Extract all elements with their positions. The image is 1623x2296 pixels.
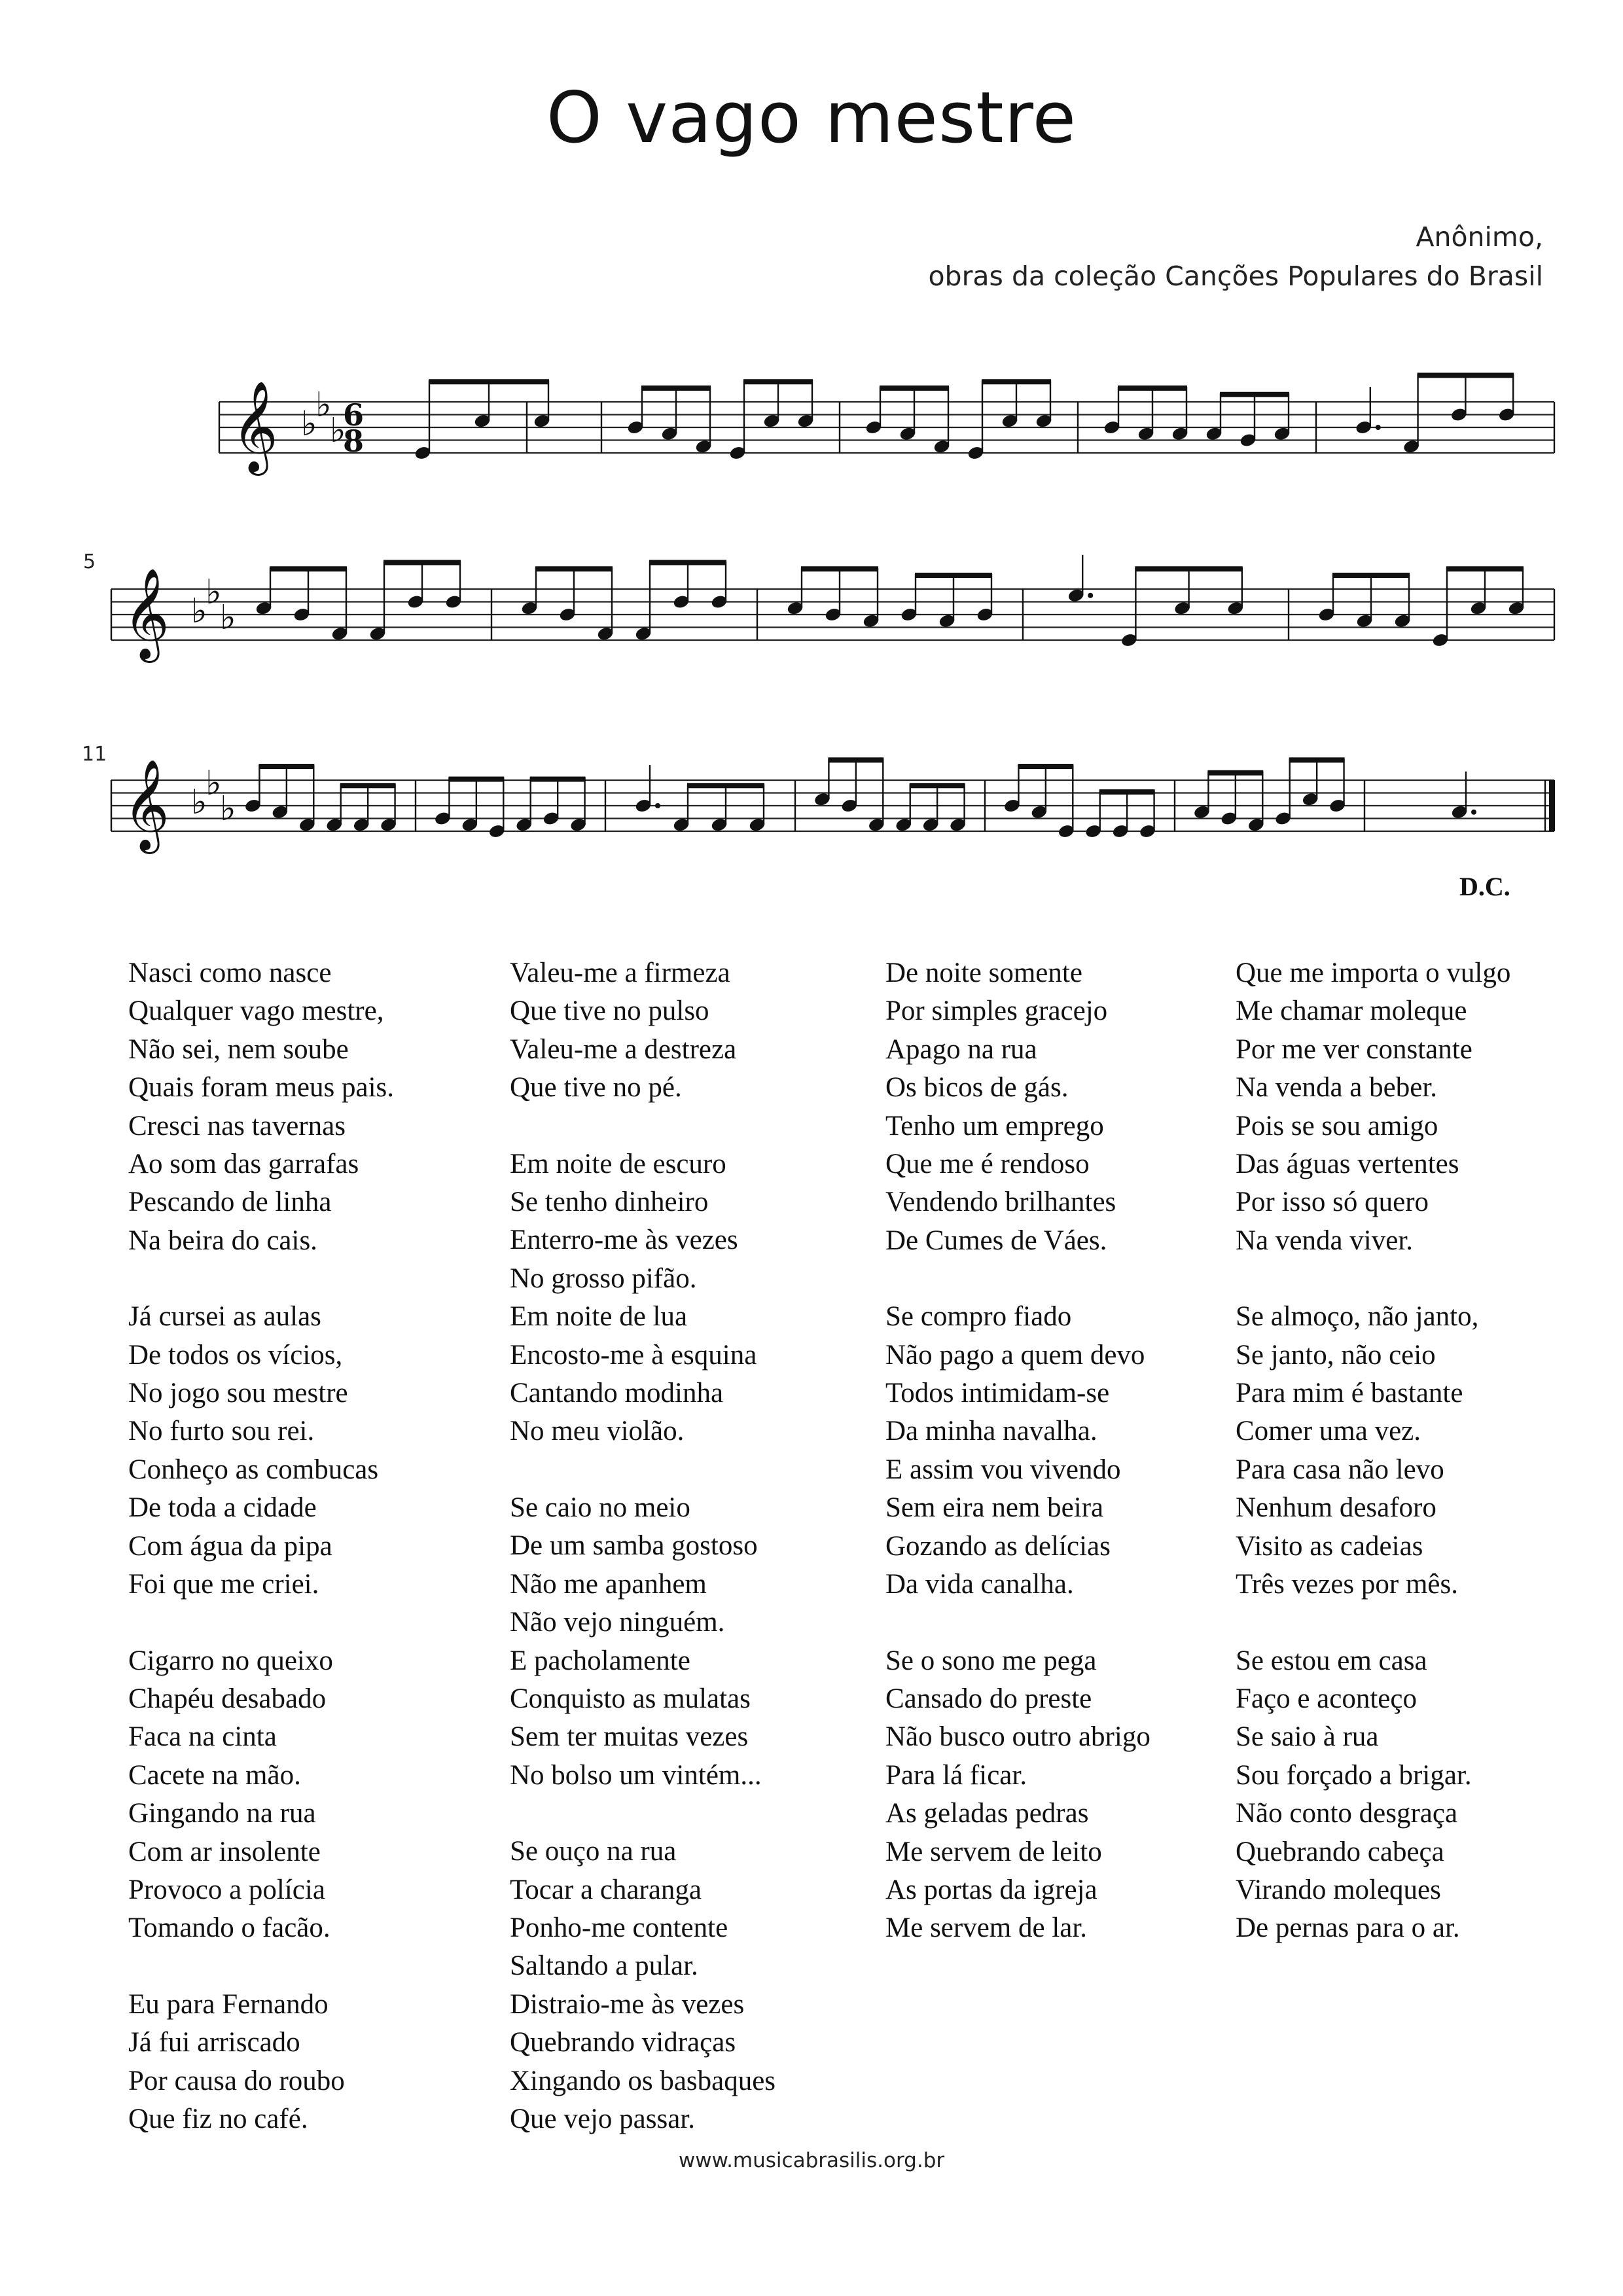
- lyric-line: No bolso um vintém...: [510, 1759, 762, 1791]
- lyric-line: Tocar a charanga: [510, 1874, 702, 1905]
- lyric-line: Da minha navalha.: [885, 1416, 1097, 1447]
- lyrics-column-3: [885, 954, 1252, 1986]
- lyric-line: Ao som das garrafas: [128, 1149, 359, 1180]
- lyric-line: As portas da igreja: [885, 1874, 1097, 1905]
- flat-icon: ♭: [191, 592, 207, 631]
- beam: [1118, 386, 1187, 391]
- beam: [383, 560, 461, 565]
- lyric-line: Se saio à rua: [1236, 1721, 1379, 1753]
- flat-icon: ♭: [330, 410, 346, 450]
- lyric-line: Quais foram meus pais.: [128, 1072, 395, 1103]
- lyric-line: Das águas vertentes: [1236, 1149, 1459, 1180]
- stanza: [1236, 1642, 1602, 1948]
- lyric-line: No meu violão.: [510, 1416, 685, 1447]
- beam: [1099, 789, 1155, 795]
- lyric-line: Sem ter muitas vezes: [510, 1721, 749, 1753]
- lyric-line: Sem eira nem beira: [885, 1492, 1104, 1524]
- lyric-line: Que vejo passar.: [510, 2103, 696, 2134]
- beam: [1207, 770, 1263, 776]
- lyric-line: Na beira do cais.: [128, 1225, 317, 1256]
- collection-credit: obras da coleção Canções Populares do Brasil: [928, 260, 1543, 292]
- flat-icon: ♭: [220, 789, 236, 829]
- lyrics-column-2: [510, 954, 876, 2176]
- lyric-line: De Cumes de Váes.: [885, 1225, 1107, 1256]
- lyric-line: De todos os vícios,: [128, 1339, 343, 1371]
- lyric-line: Em noite de escuro: [510, 1148, 726, 1179]
- composer-credit: Anônimo,: [1416, 221, 1543, 253]
- beam: [801, 566, 878, 571]
- lyric-line: No grosso pifão.: [510, 1263, 697, 1294]
- lyric-line: Já fui arriscado: [128, 2027, 300, 2058]
- lyric-line: Ponho-me contente: [510, 1912, 728, 1943]
- lyric-line: Não conto desgraça: [1236, 1798, 1458, 1829]
- lyric-line: Cantando modinha: [510, 1378, 724, 1409]
- lyric-line: E pacholamente: [510, 1645, 690, 1676]
- lyric-line: No furto sou rei.: [128, 1416, 315, 1447]
- lyric-line: Tomando o facão.: [128, 1912, 330, 1944]
- lyric-line: Se janto, não ceio: [1236, 1339, 1436, 1371]
- beam: [1289, 757, 1345, 762]
- treble-clef-icon: 𝄞: [123, 759, 169, 850]
- page-title: O vago mestre: [546, 77, 1077, 159]
- lyric-line: Para lá ficar.: [885, 1759, 1027, 1791]
- lyric-line: As geladas pedras: [885, 1798, 1089, 1829]
- stanza: [510, 1145, 876, 1451]
- lyric-line: Com água da pipa: [128, 1530, 332, 1562]
- lyric-line: Que me importa o vulgo: [1236, 958, 1511, 988]
- lyric-line: Gozando as delícias: [885, 1530, 1111, 1562]
- lyric-line: Se estou em casa: [1236, 1645, 1427, 1676]
- treble-clef-icon: 𝄞: [232, 381, 278, 472]
- beam: [743, 379, 813, 384]
- lyric-line: Conheço as combucas: [128, 1454, 379, 1485]
- lyric-line: Se o sono me pega: [885, 1645, 1097, 1676]
- beam: [641, 386, 711, 391]
- lyric-line: Visito as cadeias: [1236, 1530, 1423, 1562]
- flat-icon: ♭: [191, 783, 207, 822]
- stanza: [128, 954, 495, 1260]
- lyric-line: Qualquer vago mestre,: [128, 996, 384, 1027]
- lyric-line: Saltando a pular.: [510, 1950, 698, 1982]
- lyric-line: Todos intimidam-se: [885, 1378, 1110, 1409]
- lyric-line: Se compro fiado: [885, 1301, 1072, 1333]
- lyric-line: Por isso só quero: [1236, 1187, 1429, 1218]
- lyric-line: Me servem de lar.: [885, 1912, 1088, 1944]
- lyric-line: De toda a cidade: [128, 1492, 317, 1524]
- stanza: [885, 954, 1252, 1260]
- dot: [655, 803, 660, 808]
- lyric-line: De noite somente: [885, 958, 1082, 988]
- beam: [982, 379, 1051, 384]
- lyric-line: Cresci nas tavernas: [128, 1110, 346, 1141]
- lyric-line: Na venda viver.: [1236, 1225, 1414, 1256]
- beam: [259, 764, 314, 769]
- flat-icon: ♭: [315, 385, 332, 425]
- lyric-line: De pernas para o ar.: [1236, 1912, 1460, 1944]
- lyric-line: Que tive no pé.: [510, 1072, 682, 1103]
- lyric-line: Conquisto as mulatas: [510, 1683, 751, 1714]
- beam: [828, 757, 883, 762]
- lyric-line: Vendendo brilhantes: [885, 1187, 1116, 1218]
- lyric-line: Para casa não levo: [1236, 1454, 1444, 1485]
- beam: [880, 386, 949, 391]
- flat-icon: ♭: [301, 404, 317, 444]
- stanza: [128, 1298, 495, 1604]
- lyric-line: Quebrando cabeça: [1236, 1836, 1444, 1867]
- lyric-line: Eu para Fernando: [128, 1988, 329, 2020]
- lyric-line: Com ar insolente: [128, 1836, 321, 1867]
- lyric-line: Não vejo ninguém.: [510, 1607, 725, 1638]
- beam: [915, 573, 992, 578]
- flat-icon: ♭: [205, 763, 222, 803]
- lyric-line: Por simples gracejo: [885, 996, 1108, 1027]
- lyric-line: Se ouço na rua: [510, 1836, 677, 1867]
- lyric-line: Tenho um emprego: [885, 1110, 1104, 1141]
- lyric-line: Três vezes por mês.: [1236, 1569, 1458, 1600]
- beam: [429, 379, 549, 384]
- beam: [530, 777, 586, 782]
- beam: [448, 777, 504, 782]
- lyric-line: Na venda a beber.: [1236, 1072, 1438, 1103]
- lyric-line: Me chamar moleque: [1236, 996, 1467, 1027]
- dot: [1471, 810, 1476, 815]
- lyric-line: Se tenho dinheiro: [510, 1187, 709, 1218]
- treble-clef-icon: 𝄞: [123, 568, 169, 659]
- stanza: [510, 954, 876, 1107]
- lyric-line: Não me apanhem: [510, 1568, 707, 1600]
- final-barline: [1549, 780, 1555, 831]
- lyric-line: Não busco outro abrigo: [885, 1721, 1150, 1753]
- music-score: [0, 340, 1623, 929]
- stanza: [128, 1986, 495, 2139]
- lyric-line: Cansado do preste: [885, 1683, 1092, 1714]
- lyric-line: Faca na cinta: [128, 1721, 277, 1753]
- lyric-line: Que tive no pulso: [510, 996, 709, 1027]
- lyric-line: Por causa do roubo: [128, 2065, 345, 2096]
- lyric-line: No jogo sou mestre: [128, 1378, 348, 1409]
- lyric-line: Pescando de linha: [128, 1187, 332, 1218]
- beam: [687, 783, 764, 788]
- lyric-line: Chapéu desabado: [128, 1683, 327, 1714]
- beam: [1332, 573, 1410, 578]
- lyric-line: De um samba gostoso: [510, 1530, 758, 1562]
- beam: [910, 783, 965, 788]
- measure-number-11: 11: [82, 743, 107, 766]
- stanza: [1236, 1298, 1602, 1604]
- beam: [1135, 566, 1242, 571]
- lyric-line: Valeu-me a firmeza: [510, 958, 730, 988]
- lyric-line: Xingando os basbaques: [510, 2065, 776, 2096]
- lyric-line: Valeu-me a destreza: [510, 1033, 737, 1065]
- lyric-line: Da vida canalha.: [885, 1569, 1074, 1600]
- lyrics-column-4: [1236, 954, 1602, 1986]
- lyric-line: Os bicos de gás.: [885, 1072, 1069, 1103]
- time-signature-bottom: 8: [342, 423, 365, 459]
- beam: [340, 783, 396, 788]
- da-capo-marking: D.C.: [1459, 872, 1510, 901]
- lyric-line: Encosto-me à esquina: [510, 1339, 757, 1371]
- lyric-line: Que me é rendoso: [885, 1149, 1090, 1180]
- lyric-line: Nenhum desaforo: [1236, 1492, 1436, 1524]
- lyric-line: Cigarro no queixo: [128, 1645, 333, 1676]
- lyric-line: Provoco a polícia: [128, 1874, 325, 1905]
- flat-icon: ♭: [205, 572, 222, 612]
- flat-icon: ♭: [220, 598, 236, 637]
- lyric-line: Que fiz no café.: [128, 2103, 308, 2134]
- beam: [535, 566, 613, 571]
- beam: [1220, 392, 1289, 397]
- lyric-line: Virando moleques: [1236, 1874, 1441, 1905]
- lyrics-column-1: [128, 954, 495, 2176]
- lyric-line: Nasci como nasce: [128, 958, 332, 988]
- lyric-line: Pois se sou amigo: [1236, 1110, 1438, 1141]
- lyric-line: Faço e aconteço: [1236, 1683, 1417, 1714]
- lyric-line: Não pago a quem devo: [885, 1339, 1145, 1371]
- time-signature-top: 6: [342, 397, 365, 433]
- lyric-line: Se caio no meio: [510, 1492, 690, 1523]
- stanza: [128, 1642, 495, 1948]
- footer-url: www.musicabrasilis.org.br: [678, 2149, 945, 2172]
- beam: [270, 566, 347, 571]
- lyric-line: Enterro-me às vezes: [510, 1225, 738, 1256]
- lyric-line: Distraio-me às vezes: [510, 1988, 745, 2020]
- lyric-line: Para mim é bastante: [1236, 1378, 1463, 1409]
- lyric-line: Se almoço, não janto,: [1236, 1301, 1479, 1333]
- lyric-line: Não sei, nem soube: [128, 1033, 349, 1065]
- lyric-line: Sou forçado a brigar.: [1236, 1759, 1472, 1791]
- dot: [1376, 425, 1381, 430]
- lyric-line: Gingando na rua: [128, 1798, 316, 1829]
- lyric-line: Por me ver constante: [1236, 1033, 1472, 1065]
- beam: [649, 560, 726, 565]
- stanza: [1236, 954, 1602, 1260]
- lyric-line: Cacete na mão.: [128, 1759, 301, 1791]
- stanza: [885, 1642, 1252, 1948]
- stanza: [510, 1489, 876, 1795]
- stanza: [510, 1833, 876, 2138]
- lyric-line: Apago na rua: [885, 1033, 1037, 1065]
- lyric-line: Em noite de lua: [510, 1301, 688, 1333]
- stanza: [885, 1298, 1252, 1604]
- lyric-line: Comer uma vez.: [1236, 1416, 1421, 1447]
- lyric-line: Me servem de leito: [885, 1836, 1102, 1867]
- beam: [1418, 373, 1514, 378]
- dot: [1088, 593, 1093, 598]
- measure-number-5: 5: [83, 550, 96, 573]
- lyric-line: Foi que me criei.: [128, 1569, 319, 1600]
- beam: [1018, 764, 1073, 769]
- lyric-line: Quebrando vidraças: [510, 2027, 736, 2058]
- lyric-line: Já cursei as aulas: [128, 1301, 321, 1333]
- lyric-line: E assim vou vivendo: [885, 1454, 1121, 1485]
- beam: [1446, 566, 1524, 571]
